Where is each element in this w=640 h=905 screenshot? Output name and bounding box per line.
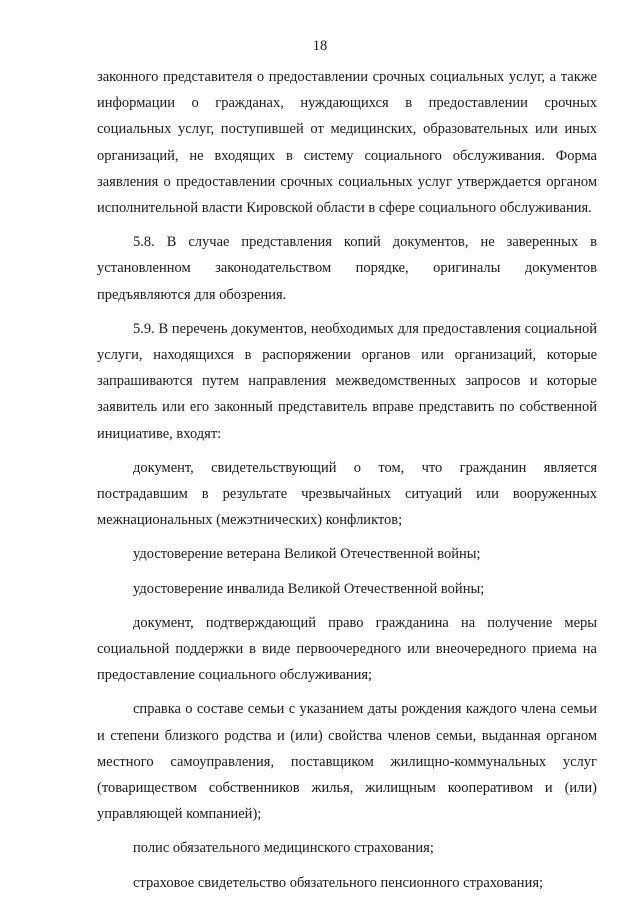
- paragraph-clause-5-9: 5.9. В перечень документов, необходимых для предоставления социальной услуги, находящихся в распоряжении органов или организаций, которые запрашиваются путем направления межведомственных запросов и которые заявитель или его законный представитель вправе представить по собственной инициативе, входят:: [97, 320, 597, 442]
- list-item-medical-insurance: полис обязательного медицинского страхования;: [133, 840, 434, 857]
- list-item-invalid-certificate: удостоверение инвалида Великой Отечественной войны;: [133, 580, 485, 597]
- list-item-family-certificate: справка о составе семьи с указанием даты рождения каждого члена семьи и степени близкого родства и (или) свойства членов семьи, выданная органом местного самоуправления, поставщиком жилищно-коммунальных услуг (товариществом собственников жилья, жилищным кооперативом и (или) управляющей компанией);: [97, 701, 597, 823]
- list-item-pension-insurance: страховое свидетельство обязательного пенсионного страхования;: [133, 874, 544, 891]
- paragraph-continuation: законного представителя о предоставлении срочных социальных услуг, а также информации о гражданах, нуждающихся в предоставлении срочных социальных услуг, поступившей от медицинских, образовательных или иных организаций, не входящих в систему социального обслуживания. Форма заявления о предоставлении срочных социальных услуг утверждается органом исполнительной власти Кировской области в сфере социального обслуживания.: [97, 69, 597, 217]
- paragraph-clause-5-8: 5.8. В случае представления копий документов, не заверенных в установленном законодательством порядке, оригиналы документов предъявляются для обозрения.: [97, 234, 597, 303]
- list-item-priority-right: документ, подтверждающий право гражданина на получение меры социальной поддержки в виде первоочередного или внеочередного приема на предоставление социального обслуживания;: [97, 614, 597, 684]
- list-item-victim-document: документ, свидетельствующий о том, что гражданин является пострадавшим в результате чрезвычайных ситуаций или вооруженных межнациональных (межэтнических) конфликтов;: [97, 459, 597, 529]
- document-body: [97, 64, 597, 904]
- page-number: 18: [312, 38, 328, 54]
- list-item-veteran-certificate: удостоверение ветерана Великой Отечественной войны;: [133, 546, 481, 563]
